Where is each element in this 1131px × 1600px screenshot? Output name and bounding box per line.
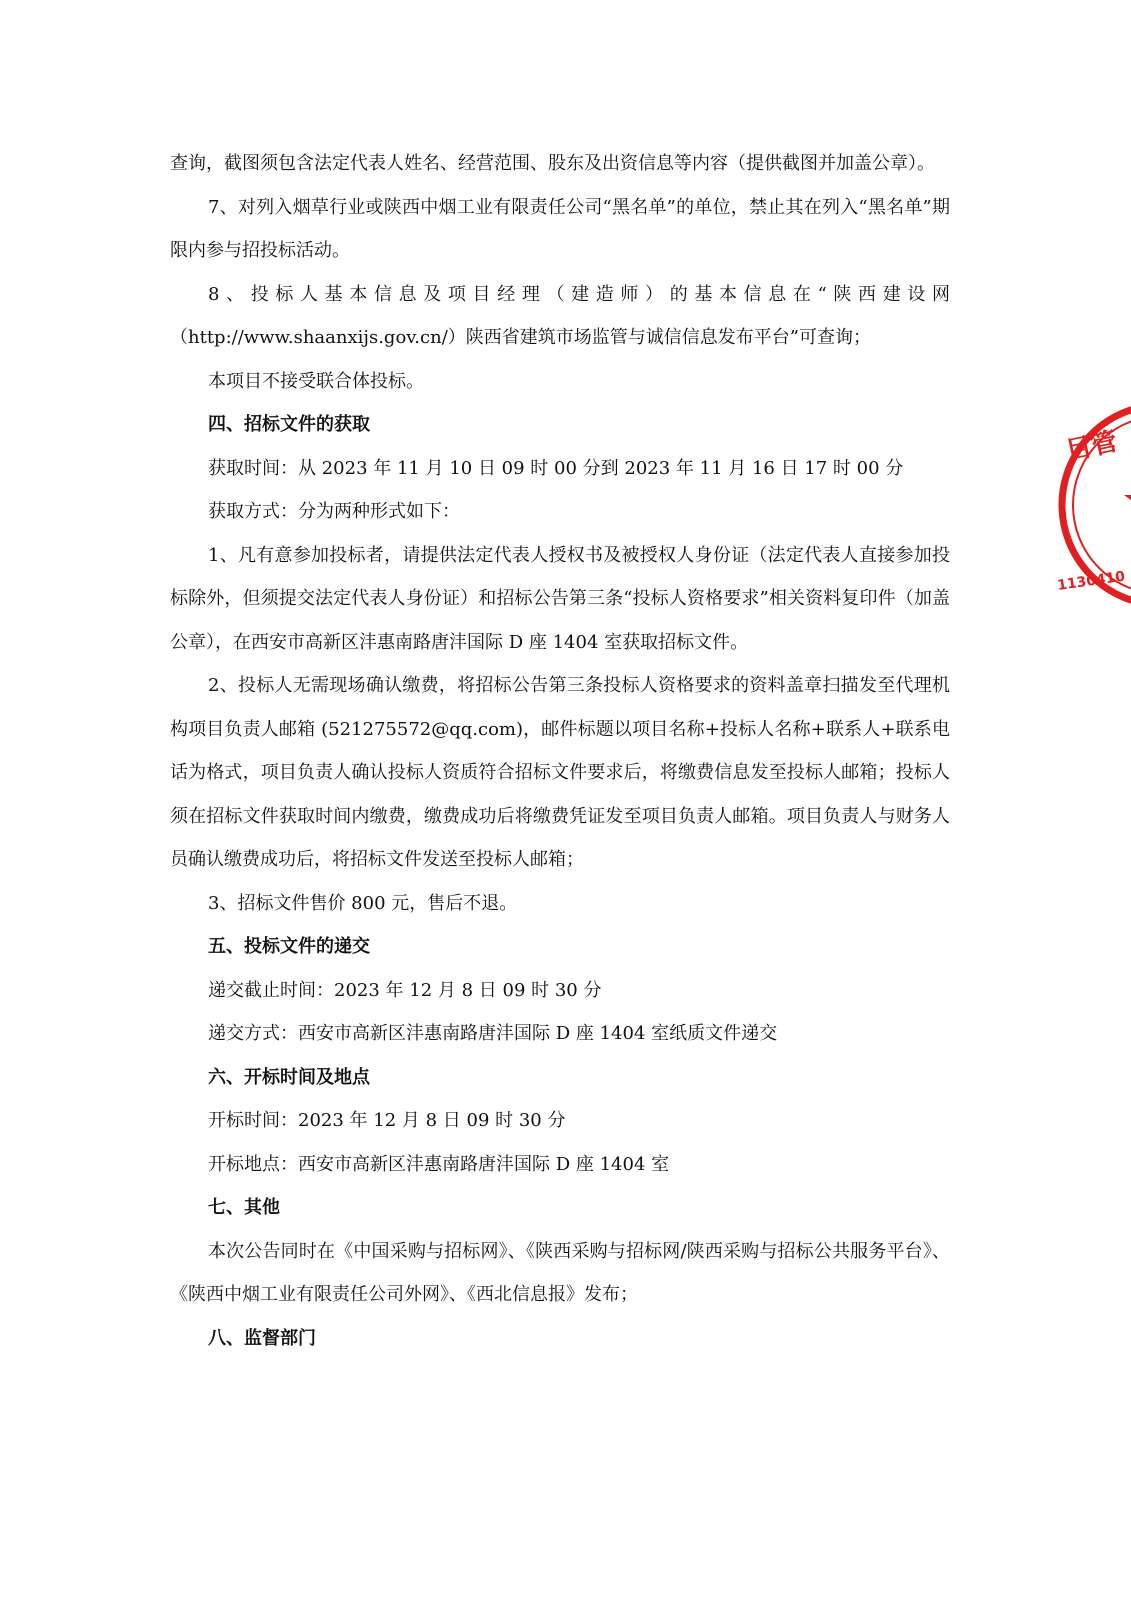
heading-section-6: 六、开标时间及地点 [208, 1066, 370, 1088]
paragraph-submission-deadline: 递交截止时间：2023 年 12 月 8 日 09 时 30 分 [208, 979, 602, 1001]
paragraph-opening-location: 开标地点：西安市高新区沣惠南路唐沣国际 D 座 1404 室 [208, 1153, 670, 1175]
paragraph-method-2: 2、投标人无需现场确认缴费，将招标公告第三条投标人资格要求的资料盖章扫描发至代理机构项目负责人邮箱 (521275572@qq.com)，邮件标题以项目名称+投标人名称+联系人+联系电话为格式，项目负责人确认投标人资质符合招标文件要求后，将缴费信息发至投标人邮箱；投标人须在招标文件获取时间内缴费，缴费成功后将缴费凭证发至项目负责人邮箱。项目负责人与财务人员确认缴费成功后，将招标文件发送至投标人邮箱； [170, 675, 950, 870]
heading-section-7: 七、其他 [208, 1197, 280, 1218]
paragraph-submission-method: 递交方式：西安市高新区沣惠南路唐沣国际 D 座 1404 室纸质文件递交 [208, 1023, 778, 1044]
paragraph-opening-time: 开标时间：2023 年 12 月 8 日 09 时 30 分 [208, 1110, 566, 1131]
heading-section-4: 四、招标文件的获取 [208, 414, 370, 435]
heading-section-8: 八、监督部门 [208, 1327, 316, 1349]
document-body [170, 142, 950, 1360]
seal-number-fragment: 1130410 [1056, 568, 1127, 594]
paragraph-item-8-basic-info: 8、投标人基本信息及项目经理（建造师）的基本信息在“陕西建设网（http://www.shaanxijs.gov.cn/）陕西省建筑市场监管与诚信信息发布平台”可查询； [170, 283, 950, 348]
paragraph-acquisition-method: 获取方式：分为两种形式如下： [208, 501, 460, 522]
heading-section-5: 五、投标文件的递交 [208, 936, 370, 957]
red-seal-stamp [1050, 390, 1131, 620]
paragraph-acquisition-time: 获取时间：从 2023 年 11 月 10 日 09 时 00 分到 2023 年 11 月 16 日 17 时 00 分 [208, 457, 904, 479]
paragraph-publication-media: 本次公告同时在《中国采购与招标网》、《陕西采购与招标网/陕西采购与招标公共服务平台》、《陕西中烟工业有限责任公司外网》、《西北信息报》发布； [170, 1240, 950, 1305]
paragraph-no-consortium: 本项目不接受联合体投标。 [208, 370, 424, 392]
paragraph-query-screenshot: 查询，截图须包含法定代表人姓名、经营范围、股东及出资信息等内容（提供截图并加盖公章）。 [170, 153, 935, 174]
paragraph-method-1: 1、凡有意参加投标者，请提供法定代表人授权书及被授权人身份证（法定代表人直接参加投标除外，但须提交法定代表人身份证）和招标公告第三条“投标人资格要求”相关资料复印件（加盖公章），在西安市高新区沣惠南路唐沣国际 D 座 1404 室获取招标文件。 [170, 544, 950, 653]
seal-text-fragment: 目管 [1063, 426, 1121, 467]
paragraph-method-3-price: 3、招标文件售价 800 元，售后不退。 [208, 892, 518, 914]
paragraph-item-7-blacklist: 7、对列入烟草行业或陕西中烟工业有限责任公司“黑名单”的单位，禁止其在列入“黑名单”期限内参与招投标活动。 [170, 196, 950, 261]
